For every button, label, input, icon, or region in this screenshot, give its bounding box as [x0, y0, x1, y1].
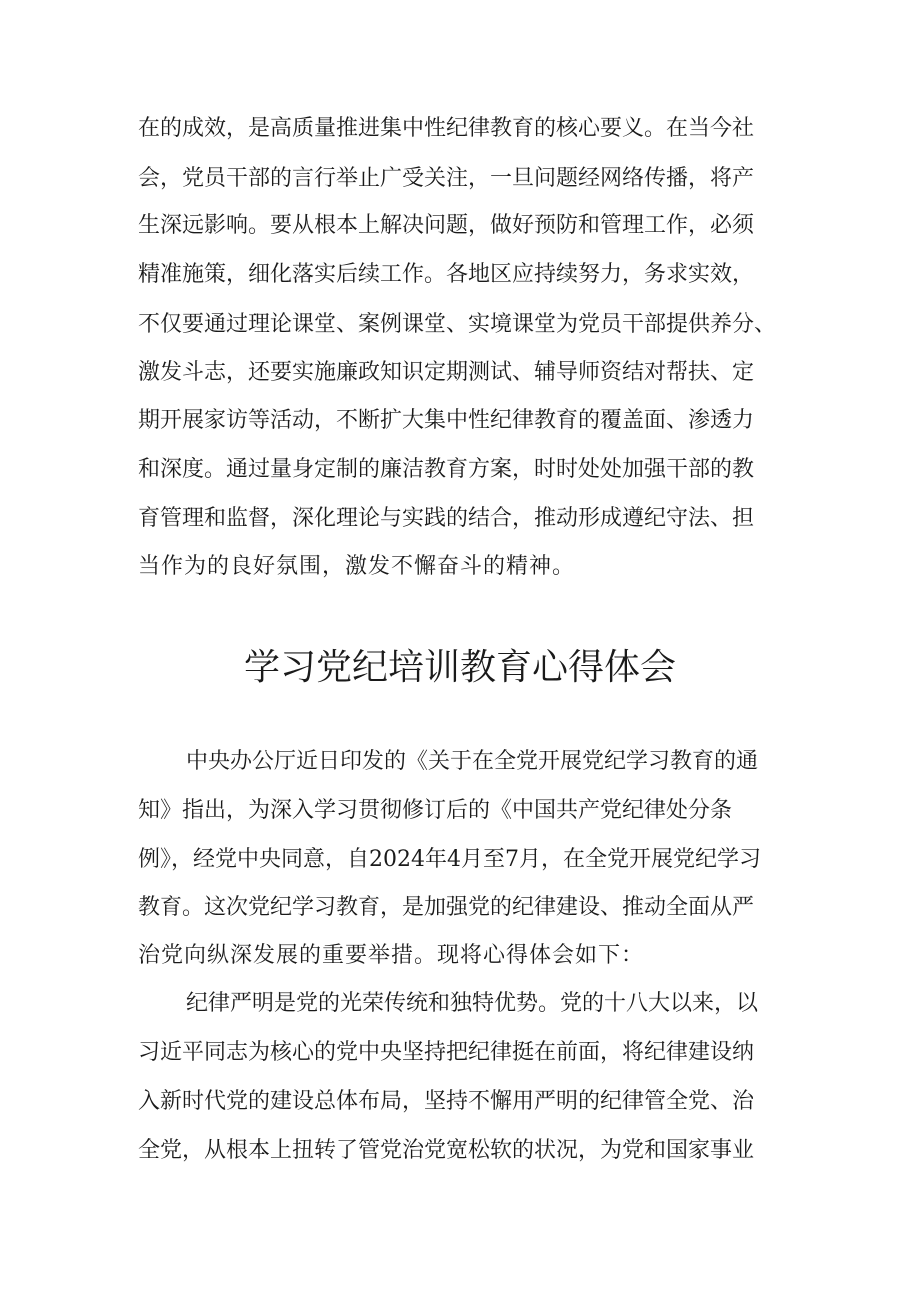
text-line: 教育。这次党纪学习教育，是加强党的纪律建设、推动全面从严 — [138, 895, 755, 920]
text-line: 不仅要通过理论课堂、案例课堂、实境课堂为党员干部提供养分、 — [138, 312, 777, 337]
text-line: 激发斗志，还要实施廉政知识定期测试、辅导师资结对帮扶、定 — [138, 360, 755, 385]
text-line: 中央办公厅近日印发的《关于在全党开展党纪学习教育的通 — [186, 749, 759, 774]
text-line: 例》，经党中央同意，自2024年4月至7月，在全党开展党纪学习 — [138, 847, 761, 872]
text-line: 会，党员干部的言行举止广受关注，一旦问题经网络传播，将产 — [138, 166, 755, 191]
text-line: 入新时代党的建设总体布局，坚持不懈用严明的纪律管全党、治 — [138, 1089, 755, 1114]
text-line: 在的成效，是高质量推进集中性纪律教育的核心要义。在当今社 — [138, 116, 755, 141]
text-line: 习近平同志为核心的党中央坚持把纪律挺在前面，将纪律建设纳 — [138, 1040, 755, 1065]
text-line: 和深度。通过量身定制的廉洁教育方案，时时处处加强干部的教 — [138, 457, 755, 482]
text-line: 期开展家访等活动，不断扩大集中性纪律教育的覆盖面、渗透力 — [138, 408, 755, 433]
text-line: 全党，从根本上扭转了管党治党宽松软的状况，为党和国家事业 — [138, 1138, 755, 1163]
text-line: 治党向纵深发展的重要举措。现将心得体会如下： — [138, 943, 645, 968]
text-line: 精准施策，细化落实后续工作。各地区应持续努力，务求实效， — [138, 262, 755, 287]
text-line: 育管理和监督，深化理论与实践的结合，推动形成遵纪守法、担 — [138, 506, 755, 531]
text-line: 纪律严明是党的光荣传统和独特优势。党的十八大以来，以 — [186, 991, 759, 1016]
page-title: 学习党纪培训教育心得体会 — [243, 647, 676, 688]
text-line: 生深远影响。要从根本上解决问题，做好预防和管理工作，必须 — [138, 213, 755, 238]
text-line: 知》指出，为深入学习贯彻修订后的《中国共产党纪律处分条 — [138, 798, 733, 823]
text-line: 当作为的良好氛围，激发不懈奋斗的精神。 — [138, 554, 576, 579]
